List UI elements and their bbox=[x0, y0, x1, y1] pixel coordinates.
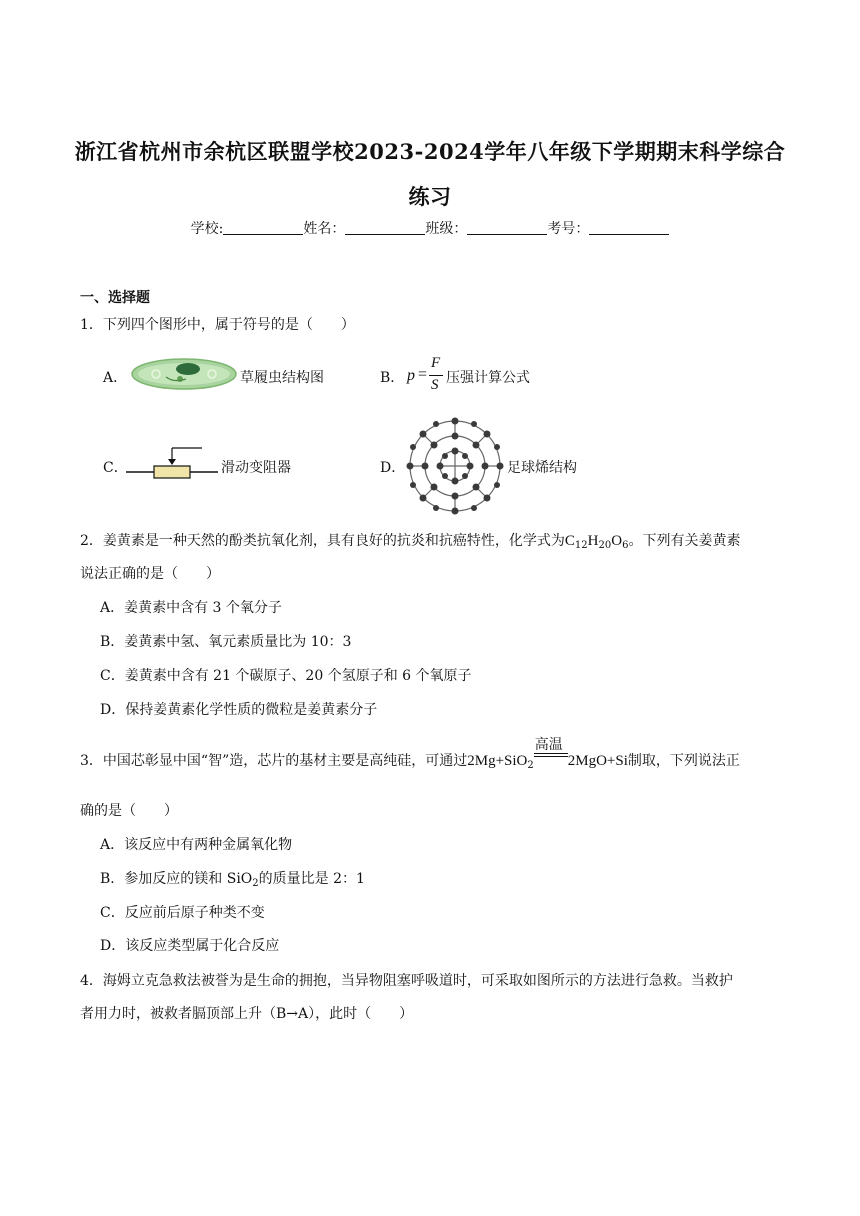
q3-stem-line1 bbox=[80, 737, 740, 771]
q3-option-b bbox=[100, 868, 365, 888]
section-heading: 一、选择题 bbox=[80, 290, 150, 306]
q1-option-b-label: B． bbox=[380, 370, 405, 386]
q1-option-a-text: 草履虫结构图 bbox=[240, 370, 324, 386]
q1-option-a-label: A． bbox=[103, 370, 128, 386]
exam-no-blank bbox=[589, 220, 669, 235]
q3-stem-part2: 制取，下列说法正 bbox=[627, 753, 740, 769]
student-info-line bbox=[0, 218, 860, 238]
q4-stem-line1: 4．海姆立克急救法被誉为是生命的拥抱，当异物阻塞呼吸道时，可采取如图所示的方法进行急救。当救护 bbox=[80, 973, 733, 989]
q3-option-a: A．该反应中有两种金属氧化物 bbox=[100, 837, 293, 853]
school-blank bbox=[223, 220, 303, 235]
formula-o-subscript: 6 bbox=[622, 540, 629, 551]
paramecium-image bbox=[130, 355, 240, 393]
equation-left: 2Mg+SiO bbox=[467, 753, 528, 769]
q2-stem-line2: 说法正确的是（ ） bbox=[80, 566, 220, 582]
fullerene-image bbox=[405, 416, 505, 516]
q2-option-a: A．姜黄素中含有 3 个氧分子 bbox=[100, 600, 282, 616]
formula-o: O bbox=[611, 533, 623, 549]
formula-equals: = bbox=[418, 366, 428, 383]
q1-option-d-text: 足球烯结构 bbox=[507, 460, 577, 476]
q2-option-c: C．姜黄素中含有 21 个碳原子、20 个氢原子和 6 个氧原子 bbox=[100, 668, 472, 684]
fraction-bar bbox=[429, 375, 443, 376]
class-blank bbox=[467, 220, 547, 235]
q3-option-d: D．该反应类型属于化合反应 bbox=[100, 938, 280, 954]
formula-numerator: F bbox=[431, 355, 441, 371]
name-blank bbox=[345, 220, 425, 235]
q1-option-d-label: D． bbox=[380, 460, 406, 476]
q3-option-b-subscript: 2 bbox=[252, 878, 259, 889]
exam-title-line2: 练习 bbox=[408, 184, 452, 209]
q3-option-b-part2: 的质量比是 2：1 bbox=[258, 871, 365, 887]
formula-h: H bbox=[587, 533, 599, 549]
q2-option-b: B．姜黄素中氢、氧元素质量比为 10：3 bbox=[100, 634, 352, 650]
q3-stem-line2: 确的是（ ） bbox=[80, 803, 178, 819]
formula-h-subscript: 20 bbox=[598, 540, 612, 551]
q1-option-c-text: 滑动变阻器 bbox=[221, 460, 291, 476]
equation-left-subscript: 2 bbox=[527, 760, 534, 771]
q1-stem: 1．下列四个图形中，属于符号的是（ ） bbox=[80, 317, 355, 333]
q3-stem-part1: 3．中国芯彰显中国“智”造，芯片的基材主要是高纯硅，可通过 bbox=[80, 753, 468, 769]
formula-denominator: S bbox=[431, 377, 439, 393]
reaction-arrow bbox=[534, 737, 568, 765]
q1-option-b-text: 压强计算公式 bbox=[446, 370, 530, 386]
equation-right: 2MgO+Si bbox=[567, 753, 628, 769]
name-label: 姓名： bbox=[303, 221, 346, 237]
q3-option-b-part1: B．参加反应的镁和 SiO bbox=[100, 871, 253, 887]
reaction-condition: 高温 bbox=[534, 737, 563, 753]
exam-title-line1: 浙江省杭州市余杭区联盟学校2023-2024学年八年级下学期期末科学综合 bbox=[74, 139, 786, 164]
exam-no-label: 考号： bbox=[547, 221, 590, 237]
formula-c-subscript: 12 bbox=[574, 540, 588, 551]
school-label: 学校: bbox=[190, 221, 224, 237]
q2-stem-part1: 2．姜黄素是一种天然的酚类抗氧化剂，具有良好的抗炎和抗癌特性，化学式为 bbox=[80, 533, 565, 549]
q2-stem-part2: 。下列有关姜黄素 bbox=[628, 533, 741, 549]
rheostat-symbol bbox=[124, 444, 220, 484]
q2-option-d: D．保持姜黄素化学性质的微粒是姜黄素分子 bbox=[100, 702, 378, 718]
formula-p: p bbox=[407, 367, 415, 384]
q1-option-c-label: C． bbox=[103, 460, 128, 476]
q2-stem-line1 bbox=[80, 530, 740, 550]
q3-option-c: C．反应前后原子种类不变 bbox=[100, 905, 265, 921]
class-label: 班级： bbox=[425, 221, 468, 237]
formula-c: C bbox=[564, 533, 575, 549]
q4-stem-line2: 者用力时，被救者膈顶部上升（B→A），此时（ ） bbox=[80, 1006, 414, 1022]
